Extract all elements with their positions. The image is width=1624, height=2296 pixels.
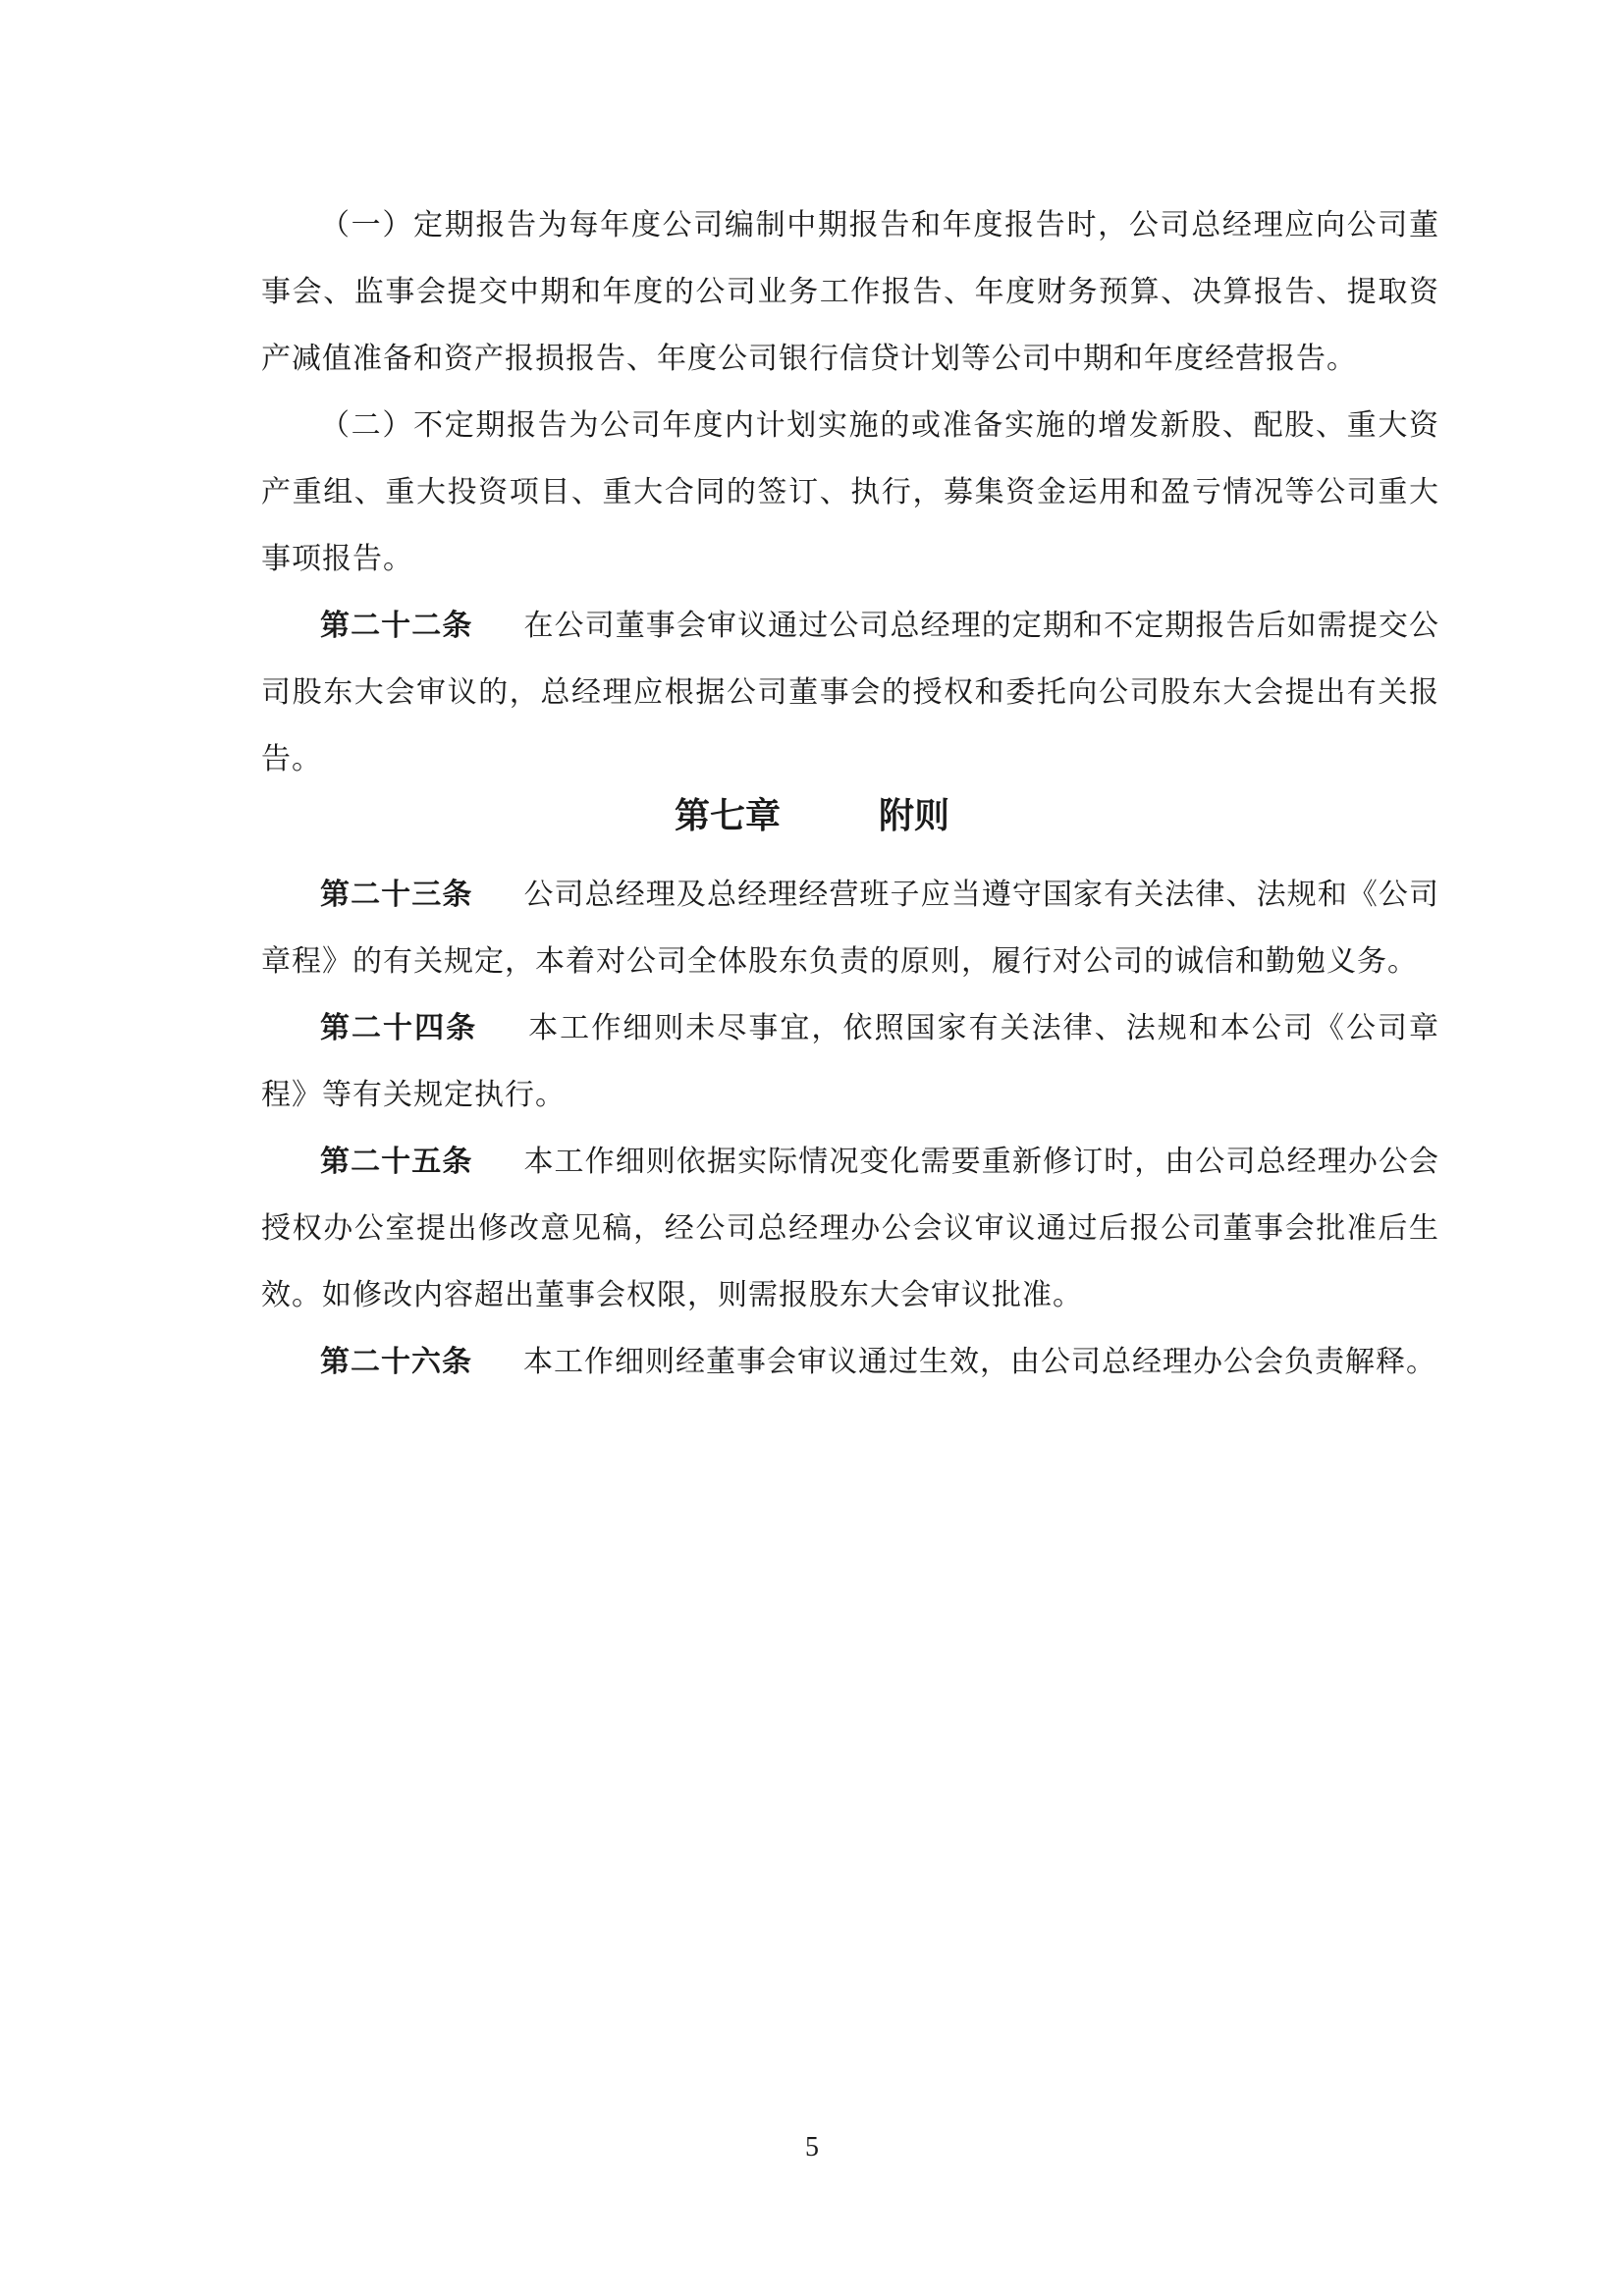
page-number: 5 xyxy=(805,2132,819,2163)
article-24 xyxy=(261,995,1439,1129)
article-label: 第二十三条 xyxy=(320,878,473,912)
article-text: 在公司董事会审议通过公司总经理的定期和不定期报告后如需提交公司股东大会审议的，总经理应根据公司董事会的授权和委托向公司股东大会提出有关报告。 xyxy=(261,609,1440,776)
article-26 xyxy=(261,1329,1439,1396)
article-23 xyxy=(261,862,1439,995)
chapter-heading xyxy=(0,787,1624,846)
article-label: 第二十四条 xyxy=(320,1011,478,1045)
paragraph-irregular-report xyxy=(261,393,1439,593)
paragraph-periodic-report xyxy=(261,192,1439,393)
article-22 xyxy=(261,593,1439,793)
paragraph-text: （二）不定期报告为公司年度内计划实施的或准备实施的增发新股、配股、重大资产重组、重大投资项目、重大合同的签订、执行，募集资金运用和盈亏情况等公司重大事项报告。 xyxy=(261,408,1439,576)
article-label: 第二十六条 xyxy=(320,1345,472,1379)
article-text: 本工作细则依据实际情况变化需要重新修订时，由公司总经理办公会授权办公室提出修改意见稿，经公司总经理办公会议审议通过后报公司董事会批准后生效。如修改内容超出董事会权限，则需报股东大会审议批准。 xyxy=(261,1145,1440,1312)
article-25 xyxy=(261,1129,1439,1329)
article-label: 第二十五条 xyxy=(320,1145,473,1179)
article-text: 本工作细则未尽事宜，依照国家有关法律、法规和本公司《公司章程》等有关规定执行。 xyxy=(261,1011,1440,1112)
chapter-title: 附则 xyxy=(879,796,950,836)
chapter-number: 第七章 xyxy=(674,796,781,836)
article-text: 公司总经理及总经理经营班子应当遵守国家有关法律、法规和《公司章程》的有关规定，本着对公司全体股东负责的原则，履行对公司的诚信和勤勉义务。 xyxy=(261,878,1440,979)
article-text: 本工作细则经董事会审议通过生效，由公司总经理办公会负责解释。 xyxy=(523,1345,1436,1379)
paragraph-text: （一）定期报告为每年度公司编制中期报告和年度报告时，公司总经理应向公司董事会、监事会提交中期和年度的公司业务工作报告、年度财务预算、决算报告、提取资产减值准备和资产报损报告、年度公司银行信贷计划等公司中期和年度经营报告。 xyxy=(261,208,1439,376)
article-label: 第二十二条 xyxy=(320,609,473,643)
